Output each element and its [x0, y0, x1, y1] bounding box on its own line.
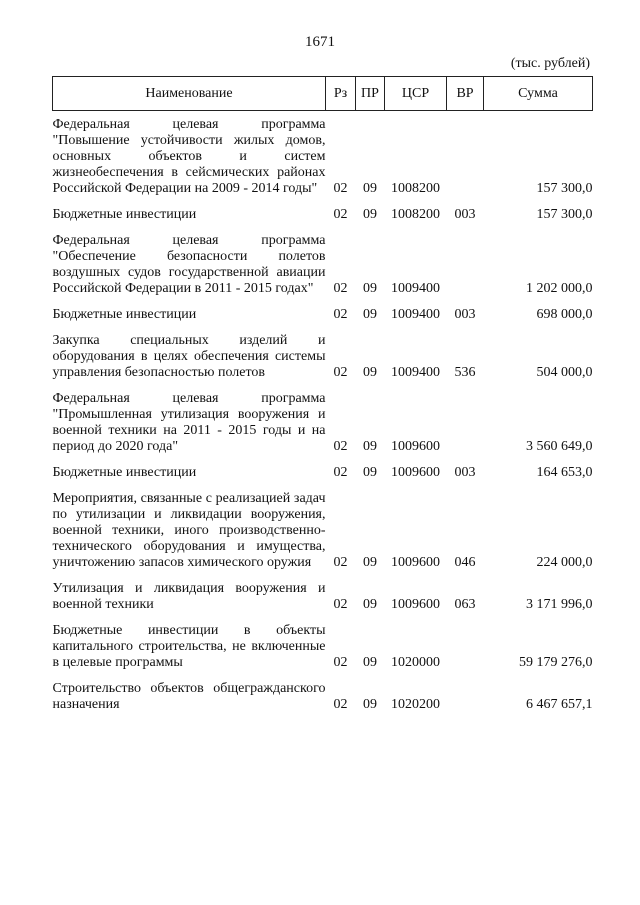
cell-rz: 02	[333, 307, 348, 322]
table-row	[53, 385, 593, 459]
table-row	[53, 675, 593, 717]
cell-vr: 003	[454, 307, 476, 322]
table-row	[53, 485, 593, 575]
cell-rz: 02	[333, 697, 348, 712]
cell-sum: 164 653,0	[536, 465, 593, 480]
cell-name: Федеральная целевая программа "Обеспечение безопасности полетов воздушных судов государственной авиации Российской Федерации в 2011 - 2015 годах"	[52, 233, 326, 296]
cell-sum: 157 300,0	[536, 207, 593, 222]
cell-sum: 698 000,0	[536, 307, 593, 322]
cell-name: Мероприятия, связанные с реализацией задач по утилизации и ликвидации вооружения, военной техники, иного производственно-технического оборудования и имущества, уничтожению запасов химического оружия	[52, 491, 326, 570]
cell-pr: 09	[363, 555, 377, 570]
table-row	[53, 617, 593, 675]
cell-name: Строительство объектов общегражданского назначения	[52, 681, 326, 712]
table-row	[53, 201, 593, 227]
header-sum: Сумма	[484, 77, 593, 111]
table-row	[53, 575, 593, 617]
header-vr: ВР	[447, 77, 484, 111]
cell-name: Федеральная целевая программа "Повышение устойчивости жилых домов, основных объектов и систем жизнеобеспечения в сейсмических районах Российской Федерации на 2009 - 2014 годы"	[52, 117, 326, 196]
cell-name: Утилизация и ликвидация вооружения и военной техники	[52, 581, 326, 612]
cell-pr: 09	[363, 207, 377, 222]
cell-sum: 59 179 276,0	[519, 655, 593, 670]
cell-vr: 536	[454, 365, 476, 380]
cell-csr: 1009600	[391, 597, 440, 612]
units-note: (тыс. рублей)	[510, 56, 590, 71]
cell-rz: 02	[333, 207, 348, 222]
cell-sum: 224 000,0	[536, 555, 593, 570]
cell-csr: 1009400	[391, 307, 440, 322]
table-body	[53, 111, 593, 718]
cell-rz: 02	[333, 281, 348, 296]
table-header	[53, 77, 593, 111]
cell-name: Закупка специальных изделий и оборудования в целях обеспечения системы управления безопасностью полетов	[52, 333, 326, 380]
cell-rz: 02	[333, 365, 348, 380]
cell-name: Бюджетные инвестиции в объекты капитального строительства, не включенные в целевые программы	[52, 623, 326, 670]
table-row	[53, 227, 593, 301]
cell-rz: 02	[333, 439, 348, 454]
table-row	[53, 301, 593, 327]
cell-csr: 1020000	[391, 655, 440, 670]
header-name: Наименование	[53, 77, 326, 111]
cell-vr	[447, 617, 484, 675]
table-row	[53, 327, 593, 385]
cell-sum: 1 202 000,0	[526, 281, 593, 296]
table-row	[53, 459, 593, 485]
cell-csr: 1008200	[391, 181, 440, 196]
cell-pr: 09	[363, 439, 377, 454]
cell-sum: 157 300,0	[536, 181, 593, 196]
cell-vr	[447, 227, 484, 301]
cell-rz: 02	[333, 465, 348, 480]
cell-csr: 1008200	[391, 207, 440, 222]
cell-csr: 1009600	[391, 555, 440, 570]
cell-vr: 003	[454, 207, 476, 222]
cell-pr: 09	[363, 465, 377, 480]
cell-rz: 02	[333, 555, 348, 570]
cell-pr: 09	[363, 181, 377, 196]
cell-csr: 1020200	[391, 697, 440, 712]
cell-pr: 09	[363, 281, 377, 296]
cell-pr: 09	[363, 365, 377, 380]
cell-vr: 003	[454, 465, 476, 480]
cell-pr: 09	[363, 697, 377, 712]
cell-vr: 046	[454, 555, 476, 570]
cell-name: Бюджетные инвестиции	[52, 207, 197, 222]
cell-name: Бюджетные инвестиции	[52, 307, 197, 322]
cell-rz: 02	[333, 655, 348, 670]
cell-csr: 1009600	[391, 439, 440, 454]
cell-vr: 063	[454, 597, 476, 612]
budget-table	[52, 76, 593, 717]
cell-sum: 6 467 657,1	[526, 697, 593, 712]
cell-vr	[447, 111, 484, 202]
cell-sum: 3 171 996,0	[526, 597, 593, 612]
cell-csr: 1009400	[391, 281, 440, 296]
header-csr: ЦСР	[385, 77, 447, 111]
table-row	[53, 111, 593, 202]
page-number: 1671	[305, 34, 335, 50]
cell-csr: 1009400	[391, 365, 440, 380]
cell-name: Федеральная целевая программа "Промышленная утилизация вооружения и военной техники на 2011 - 2015 годы и на период до 2020 года"	[52, 391, 326, 454]
cell-name: Бюджетные инвестиции	[52, 465, 197, 480]
cell-vr	[447, 385, 484, 459]
cell-rz: 02	[333, 597, 348, 612]
header-pr: ПР	[356, 77, 385, 111]
cell-pr: 09	[363, 655, 377, 670]
cell-rz: 02	[333, 181, 348, 196]
cell-vr	[447, 675, 484, 717]
cell-sum: 3 560 649,0	[526, 439, 593, 454]
cell-pr: 09	[363, 597, 377, 612]
cell-csr: 1009600	[391, 465, 440, 480]
cell-sum: 504 000,0	[536, 365, 593, 380]
cell-pr: 09	[363, 307, 377, 322]
header-rz: Рз	[326, 77, 356, 111]
